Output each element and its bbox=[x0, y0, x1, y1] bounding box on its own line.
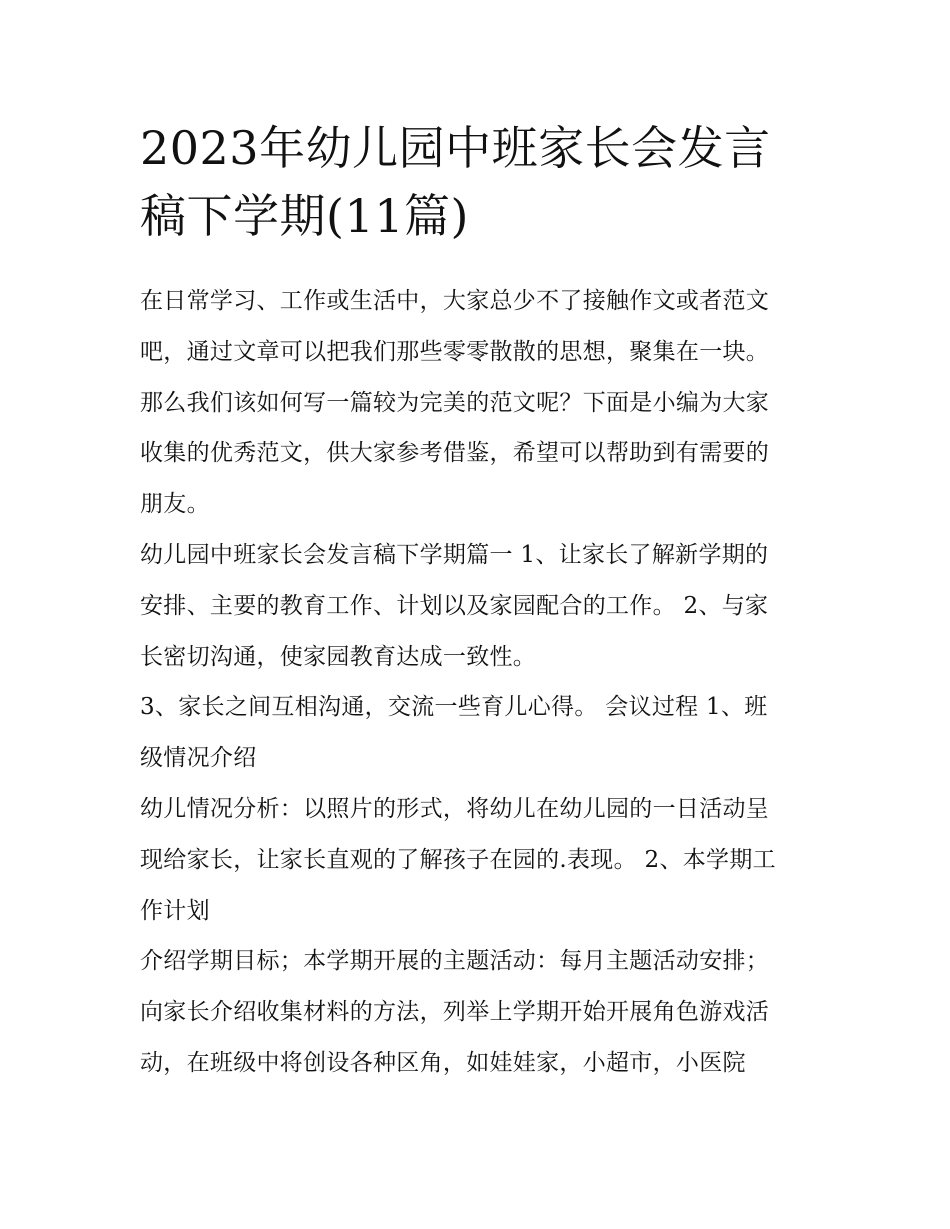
document-body bbox=[140, 276, 820, 1089]
text-line: 级情况介绍 bbox=[140, 745, 257, 772]
text-line: 吧，通过文章可以把我们那些零零散散的思想，聚集在一块。 bbox=[140, 338, 770, 365]
text-line: 幼儿情况分析：以照片的形式，将幼儿在幼儿园的一日活动呈 bbox=[140, 795, 770, 822]
paragraph-intro bbox=[140, 276, 820, 530]
text-line: 安排、主要的教育工作、计划以及家园配合的工作。 2、与家 bbox=[140, 592, 769, 619]
text-line: 3、家长之间互相沟通，交流一些育儿心得。 会议过程 1、班 bbox=[140, 694, 768, 721]
text-line: 动，在班级中将创设各种区角，如娃娃家，小超市，小医院 bbox=[140, 1049, 746, 1076]
text-line: 幼儿园中班家长会发言稿下学期篇一 1、让家长了解新学期的 bbox=[140, 541, 769, 568]
paragraph-meeting-process bbox=[140, 682, 820, 784]
title-line: 2023年幼儿园中班家长会发言 bbox=[140, 121, 771, 175]
text-line: 作计划 bbox=[140, 897, 210, 924]
text-line: 在日常学习、工作或生活中，大家总少不了接触作文或者范文 bbox=[140, 288, 770, 314]
paragraph-child-analysis bbox=[140, 784, 820, 936]
text-line: 那么我们该如何写一篇较为完美的范文呢？下面是小编为大家 bbox=[140, 389, 770, 416]
text-line: 朋友。 bbox=[140, 491, 210, 518]
title-line: 稿下学期(11篇) bbox=[140, 189, 469, 243]
text-line: 向家长介绍收集材料的方法，列举上学期开始开展角色游戏活 bbox=[140, 999, 770, 1026]
document-title bbox=[140, 114, 820, 250]
text-line: 现给家长，让家长直观的了解孩子在园的.表现。 2、本学期工 bbox=[140, 846, 776, 873]
paragraph-goals bbox=[140, 530, 820, 682]
text-line: 长密切沟通，使家园教育达成一致性。 bbox=[140, 643, 537, 670]
text-line: 介绍学期目标；本学期开展的主题活动：每月主题活动安排； bbox=[140, 948, 770, 975]
paragraph-semester-plan bbox=[140, 936, 820, 1088]
text-line: 收集的优秀范文，供大家参考借鉴，希望可以帮助到有需要的 bbox=[140, 440, 770, 467]
